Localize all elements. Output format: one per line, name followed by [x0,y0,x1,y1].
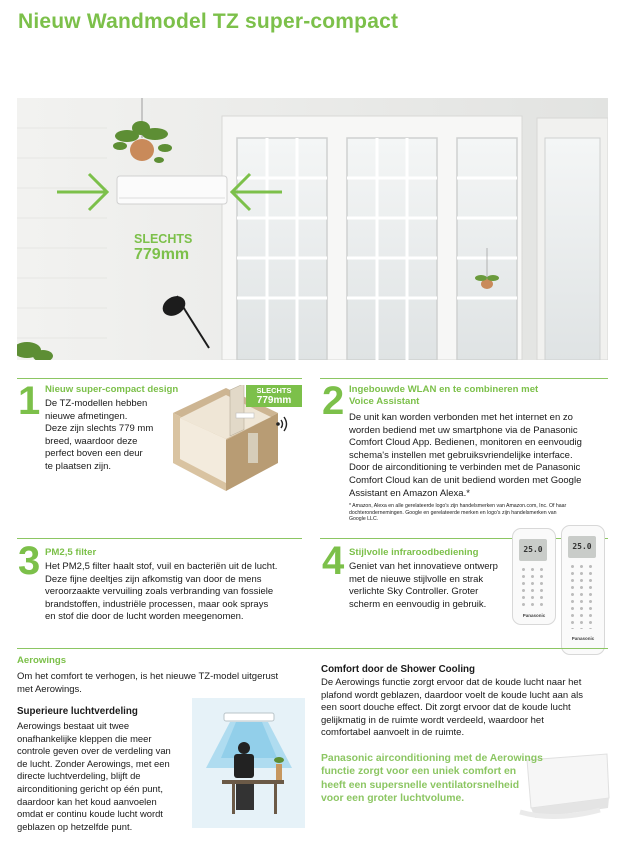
remote-control [561,525,605,655]
hero-photo [17,98,608,360]
aerowings-intro: Om het comfort te verhogen, is het nieuwe TZ-model uitgerust met Aerowings. [17,671,279,695]
section-divider [17,538,302,539]
section-divider [17,378,302,379]
feature-number: 3 [18,539,41,583]
highlight-quote: Panasonic airconditioning met de Aerowings functie zorgt voor een uniek comfort en heeft een supersnelle ventilatorsnelheid voor een groter luchtvolume. [321,753,543,805]
hero-size-label-line2: 779mm [134,246,190,263]
shower-heading: Comfort door de Shower Cooling [321,664,476,675]
feature-body: Het PM2,5 filter haalt stof, vuil en bacteriën uit de lucht. Deze fijne deeltjes zijn afkomstig van door de mens veroorzaakte vervuiling zoals verbranding van fossiele brandstoffen, industriële processen, maar ook sprays en stof die door de lucht worden meegenomen. [45,561,278,623]
remote-buttons [568,563,596,629]
trademark-footnote: * Amazon, Alexa en alle gerelateerde logo's zijn handelsmerken van Amazon.com, Inc. Of haar dochterondernemingen. Google en gerelateerde merken en logo's zijn handelsmerken van Google LLC. [349,503,567,523]
section-divider [320,378,608,379]
feature-body: Geniet van het innovatieve ontwerp met de nieuwe stijlvolle en strak verlichte Sky Controller. Groter scherm en eenvoudig in gebruik. [349,561,498,610]
sub-heading: Superieure luchtverdeling [17,706,138,717]
room-illustration [17,98,608,360]
page-title: Nieuw Wandmodel TZ super-compact [18,10,399,33]
hero-size-label-line1: SLECHTS [134,232,193,246]
feature-number: 4 [322,539,345,583]
remote-display: 25.0 [568,536,596,558]
feature-heading: Ingebouwde WLAN en te combineren met Voice Assistant [349,384,539,407]
feature-body: De unit kan worden verbonden met het internet en zo worden bediend met uw smartphone via de Panasonic Comfort Cloud App. Bedienen, monitoren en eenvoudig schema's instellen met gebruiksvriendelijke interface. Door de airconditioning te verbinden met de Panasonic Comfort Cloud kan de unit bediend worden met Google Assistant en Amazon Alexa.* [349,412,582,499]
shower-body: De Aerowings functie zorgt ervoor dat de koude lucht naar het plafond wordt geblazen, daardoor voelt de koude lucht aan als een soort douche effect. Dit zorgt ervoor dat de koude lucht gelijkmatig in de ruimte wordt verdeeld, waardoor het comfortabel aanvoelt in de ruimte. [321,677,583,739]
remote-buttons [519,566,547,610]
feature-number: 1 [18,379,41,423]
aerowings-heading: Aerowings [17,655,67,666]
remote-brand: Panasonic [571,636,595,641]
sub-body: Aerowings bestaat uit twee onafhankelijke kleppen die meer controle geven over de verdeling van de lucht. Zonder Aerowings, met een directe luchtverdeling, blijft de airconditioning gericht op één punt, daardoor kan het koud aanvoelen omdat er continu koude lucht wordt geblazen op hetzelfde punt. [17,720,171,832]
feature-heading: Stijlvolle infraroodbediening [349,547,479,558]
remote-brand: Panasonic [522,613,546,618]
feature-number: 2 [322,379,345,423]
size-badge: SLECHTS 779mm [246,385,302,407]
remote-display: 25.0 [519,539,547,561]
feature-heading: Nieuw super-compact design [45,384,179,395]
feature-body: De TZ-modellen hebben nieuwe afmetingen. Deze zijn slechts 779 mm breed, waardoor deze perfect boven een deur te plaatsen zijn. [45,398,154,472]
remote-control [512,528,556,625]
feature-heading: PM2,5 filter [45,547,97,558]
wifi-signal-icon [275,415,289,433]
airflow-illustration [192,698,305,828]
section-divider [17,648,608,649]
